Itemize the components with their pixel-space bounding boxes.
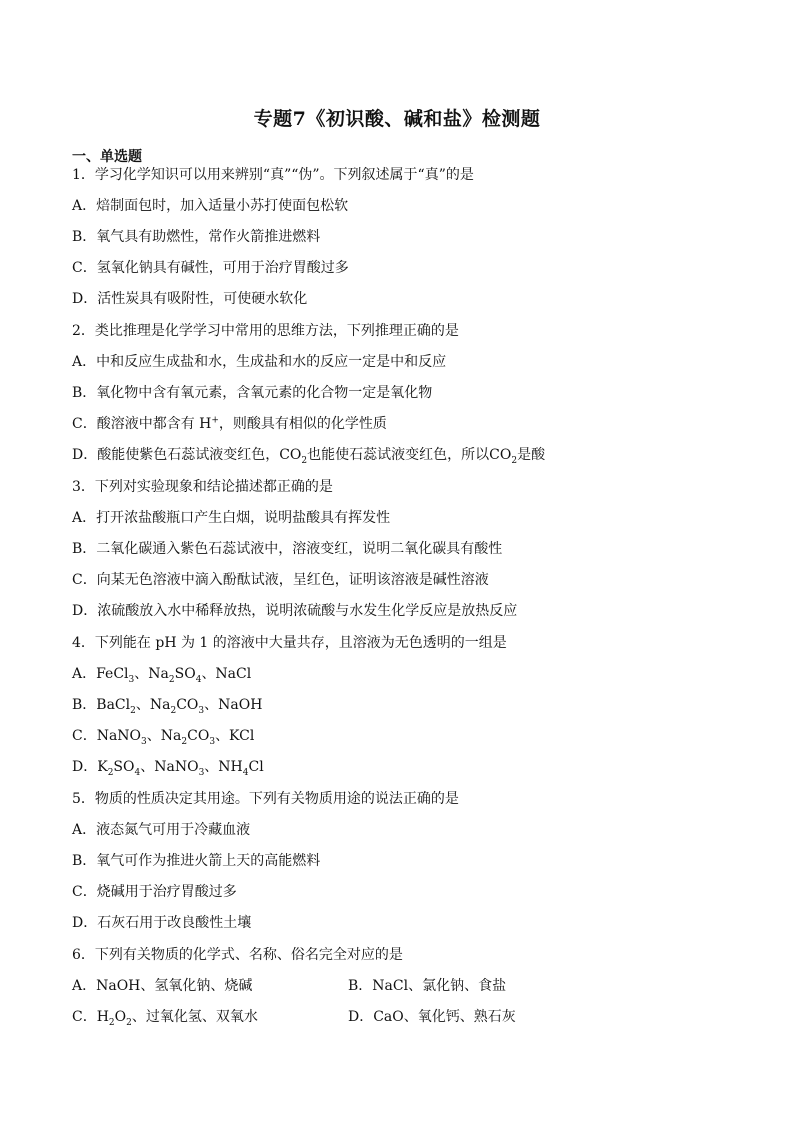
question-5-stem: 5．物质的性质决定其用途。下列有关物质用途的说法正确的是	[72, 791, 459, 807]
question-2-option-a: A．中和反应生成盐和水，生成盐和水的反应一定是中和反应	[72, 354, 447, 370]
question-1-option-a: A．焙制面包时，加入适量小苏打使面包松软	[72, 198, 349, 214]
question-3-option-d: D．浓硫酸放入水中稀释放热，说明浓硫酸与水发生化学反应是放热反应	[72, 603, 518, 619]
question-3-option-b: B．二氧化碳通入紫色石蕊试液中，溶液变红，说明二氧化碳具有酸性	[72, 541, 503, 557]
question-3-stem: 3．下列对实验现象和结论描述都正确的是	[72, 479, 333, 495]
question-2-stem: 2．类比推理是化学学习中常用的思维方法，下列推理正确的是	[72, 323, 459, 339]
question-6-stem: 6．下列有关物质的化学式、名称、俗名完全对应的是	[72, 947, 403, 963]
question-1-option-c: C．氢氧化钠具有碱性，可用于治疗胃酸过多	[72, 260, 349, 276]
question-4-option-b: B．BaCl$_2$、$Na_2CO_3$、NaOH	[72, 697, 263, 716]
question-5-option-d: D．石灰石用于改良酸性土壤	[72, 915, 252, 931]
question-5-option-b: B．氧气可作为推进火箭上天的高能燃料	[72, 853, 321, 869]
question-6-option-c: C．$H_2O_2$、过氧化氢、双氧水	[72, 1009, 258, 1028]
document-title: 专题7《初识酸、碱和盐》检测题	[253, 108, 541, 130]
question-2-option-b: B．氧化物中含有氧元素，含氧元素的化合物一定是氧化物	[72, 385, 433, 401]
question-6-option-b: B．NaCl、氯化钠、食盐	[348, 978, 507, 994]
question-2-option-c: C．酸溶液中都含有 H+，则酸具有相似的化学性质	[72, 415, 387, 432]
question-4-stem: 4．下列能在 pH 为 1 的溶液中大量共存，且溶液为无色透明的一组是	[72, 635, 507, 651]
question-1-option-d: D．活性炭具有吸附性，可使硬水软化	[72, 291, 308, 307]
question-3-option-c: C．向某无色溶液中滴入酚酞试液，呈红色，证明该溶液是碱性溶液	[72, 572, 489, 588]
question-3-option-a: A．打开浓盐酸瓶口产生白烟，说明盐酸具有挥发性	[72, 510, 391, 526]
question-4-option-a: A．FeCl$_3$、$Na_2SO_4$、NaCl	[72, 666, 252, 685]
question-2-option-d: D．酸能使紫色石蕊试液变红色，$CO_2$也能使石蕊试液变红色，所以$CO_2$是酸	[72, 447, 546, 466]
question-6-option-d: D．CaO、氧化钙、熟石灰	[348, 1009, 516, 1025]
question-4-option-c: C．NaNO$_3$、$Na_2CO_3$、KCl	[72, 728, 255, 747]
question-1-stem: 1．学习化学知识可以用来辨别“真”“伪”。下列叙述属于“真”的是	[72, 167, 474, 183]
question-1-option-b: B．氧气具有助燃性，常作火箭推进燃料	[72, 229, 321, 245]
question-4-option-d: D．$K_2SO_4$、NaNO$_3$、$NH_4Cl$	[72, 759, 264, 778]
section-heading: 一、单选题	[72, 149, 142, 165]
question-6-option-a: A．NaOH、氢氧化钠、烧碱	[72, 978, 253, 994]
question-5-option-c: C．烧碱用于治疗胃酸过多	[72, 884, 237, 900]
question-5-option-a: A．液态氮气可用于冷藏血液	[72, 822, 251, 838]
